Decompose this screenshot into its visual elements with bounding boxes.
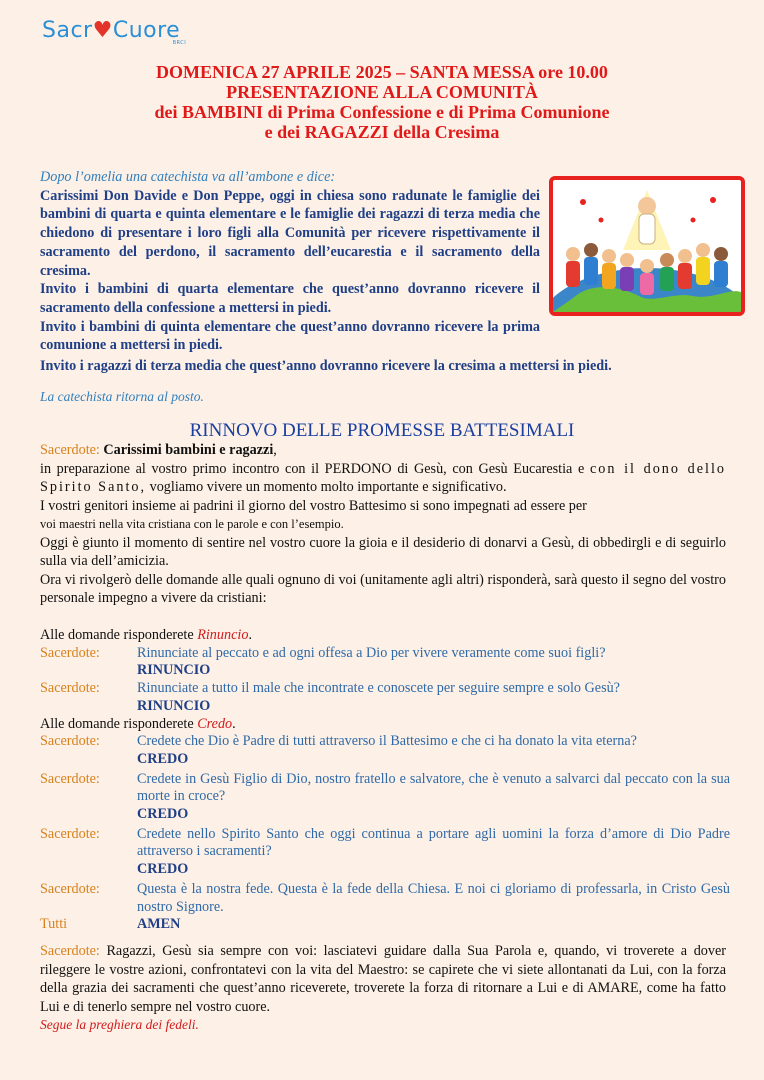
answer-rinuncio: RINUNCIO xyxy=(137,697,211,714)
speaker-label: Sacerdote: xyxy=(40,442,100,458)
headline-line-1: DOMENICA 27 APRILE 2025 – SANTA MESSA ore 10.00 xyxy=(156,62,608,82)
children-illustration xyxy=(549,176,745,316)
intro-paragraph-1: Carissimi Don Davide e Don Peppe, oggi in chiesa sono radunate le famiglie dei bambini di quarta e quinta elementare e le famiglie dei ragazzi di terza media che chiedono di presentare i loro figli alla Comunità per ricevere rispettivamente il sacramento del perdono, il sacramento dell’eucarestia e il sacramento della cresima. xyxy=(40,187,540,279)
heart-icon: ♥ xyxy=(92,18,113,43)
children-world-picture xyxy=(553,180,741,312)
answer-credo: CREDO xyxy=(137,861,189,878)
intro-paragraph-2: Invito i bambini di quarta elementare che quest’anno dovranno ricevere il sacramento della confessione a mettersi in piedi. xyxy=(40,281,540,316)
question-credo-3: Credete nello Spirito Santo che oggi continua a portare agli uomini la forza d’amore di Dio Padre attraverso i sacramenti? xyxy=(137,825,730,860)
profession-of-faith: Questa è la nostra fede. Questa è la fede della Chiesa. E noi ci gloriamo di professarla, in Cristo Gesù nostro Signore. xyxy=(137,880,730,915)
answer-amen: AMEN xyxy=(137,916,181,933)
question-credo-2: Credete in Gesù Figlio di Dio, nostro fratello e salvatore, che è venuto a salvarci dal peccato con la sua morte in croce? xyxy=(137,770,730,805)
intro-paragraph-4: Invito i ragazzi di terza media che quest’anno dovranno ricevere la cresima a mettersi in piedi. xyxy=(40,358,612,374)
stage-direction: Dopo l’omelia una catechista va all’ambone e dice: xyxy=(40,169,336,185)
question-rinuncio-1: Rinunciate al peccato e ad ogni offesa a Dio per vivere veramente come suoi figli? xyxy=(137,644,606,661)
answer-credo: CREDO xyxy=(137,806,189,823)
question-credo-1: Credete che Dio è Padre di tutti attraverso il Battesimo e che ci ha donato la vita eterna? xyxy=(137,733,637,750)
priest-address: Sacerdote: Carissimi bambini e ragazzi, in preparazione al vostro primo incontro con il PERDONO di Gesù, con Gesù Eucarestia e con il dono dello Spirito Santo, vogliamo vivere un momento molto importante e significativo. I vostri genitori insieme ai padrini il giorno del vostro Battesimo si sono impegnati ad essere per voi maestri nella vita cristiana con le parole e con l’esempio. Oggi è giunto il momento di sentire nel vostro cuore la gioia e il desiderio di donarvi a Gesù, di obbedirgli e di seguirlo sulla via dell’amicizia. Ora vi rivolgerò delle domande alle quali ognuno di voi (unitamente agli altri) risponderà, sarà questo il segno del vostro personale impegno a vivere da cristiani: xyxy=(40,442,726,606)
answer-rinuncio: RINUNCIO xyxy=(137,662,211,679)
intro-paragraph-3: Invito i bambini di quinta elementare che quest’anno dovranno ricevere la prima comunione a mettersi in piedi. xyxy=(40,318,540,354)
headline-line-3: dei BAMBINI di Prima Confessione e di Prima Comunione xyxy=(154,102,610,122)
greeting: Carissimi bambini e ragazzi xyxy=(103,442,274,458)
sacro-cuore-logo: Sacr♥Cuore BRCI xyxy=(42,18,187,46)
headline-line-2: PRESENTAZIONE ALLA COMUNITÀ xyxy=(226,82,538,102)
baptismal-promises: Alle domande risponderete Rinuncio. Sacerdote: Rinunciate al peccato e ad ogni offesa a Dio per vivere veramente come suoi figli? RINUNCIO Sacerdote: Rinunciate a tutto il male che incontrate e conoscete per seguire sempre e solo Gesù? RINUNCIO Alle domande risponderete Credo. Sacerdote: Credete che Dio è Padre di tutti attraverso il Battesimo e che ci ha donato la vita eterna? CREDO Sacerdote: Credete in Gesù Figlio di Dio, nostro fratello e salvatore, che è venuto a salvarci dal peccato con la sua morte in croce? CREDO Sacerdote: Credete nello Spirito Santo che oggi continua a portare agli uomini la forza d’amore di Dio Padre attraverso i sacramenti? CREDO Sacerdote: Questa è la nostra fede. Questa è la fede della Chiesa. E noi ci gloriamo di professarla, in Cristo Gesù nostro Signore. Tutti AMEN xyxy=(40,627,730,933)
next-step-note: Segue la preghiera dei fedeli. xyxy=(40,1017,199,1033)
stage-direction-return: La catechista ritorna al posto. xyxy=(40,389,204,404)
closing-address: Sacerdote: Ragazzi, Gesù sia sempre con voi: lasciatevi guidare dalla Sua Parola e, quando, vi troverete a dover rileggere le vostre azioni, confrontatevi con la vita del Maestro: se capirete che vi siete allontanati da Lui, con la forza della grazia dei sacramenti che quest’anno riceverete, troverete la forza di ritornare a Lui e di AMARE, come ha fatto Lui e di tenerlo sempre nel vostro cuore. Segue la preghiera dei fedeli. xyxy=(40,942,726,1035)
section-title: RINNOVO DELLE PROMESSE BATTESIMALI xyxy=(189,420,575,441)
event-headline xyxy=(0,62,764,142)
headline-line-4: e dei RAGAZZI della Cresima xyxy=(264,122,500,142)
all-label: Tutti xyxy=(40,916,68,933)
closing-text: Ragazzi, Gesù sia sempre con voi: lasciatevi guidare dalla Sua Parola e, quando, vi troverete a dover rileggere le vostre azioni, confrontatevi con la vita del Maestro: se capirete che vi siete allontanati da Lui, con la forza della grazia dei sacramenti che quest’anno riceverete, troverete la forza di ritornare a Lui e di AMARE, come ha fatto Lui e di tenerlo sempre nel vostro cuore. xyxy=(40,943,726,1015)
question-rinuncio-2: Rinunciate a tutto il male che incontrate e conoscete per seguire sempre e solo Gesù? xyxy=(137,680,620,697)
answer-credo: CREDO xyxy=(137,750,189,767)
catechist-intro xyxy=(40,168,540,355)
